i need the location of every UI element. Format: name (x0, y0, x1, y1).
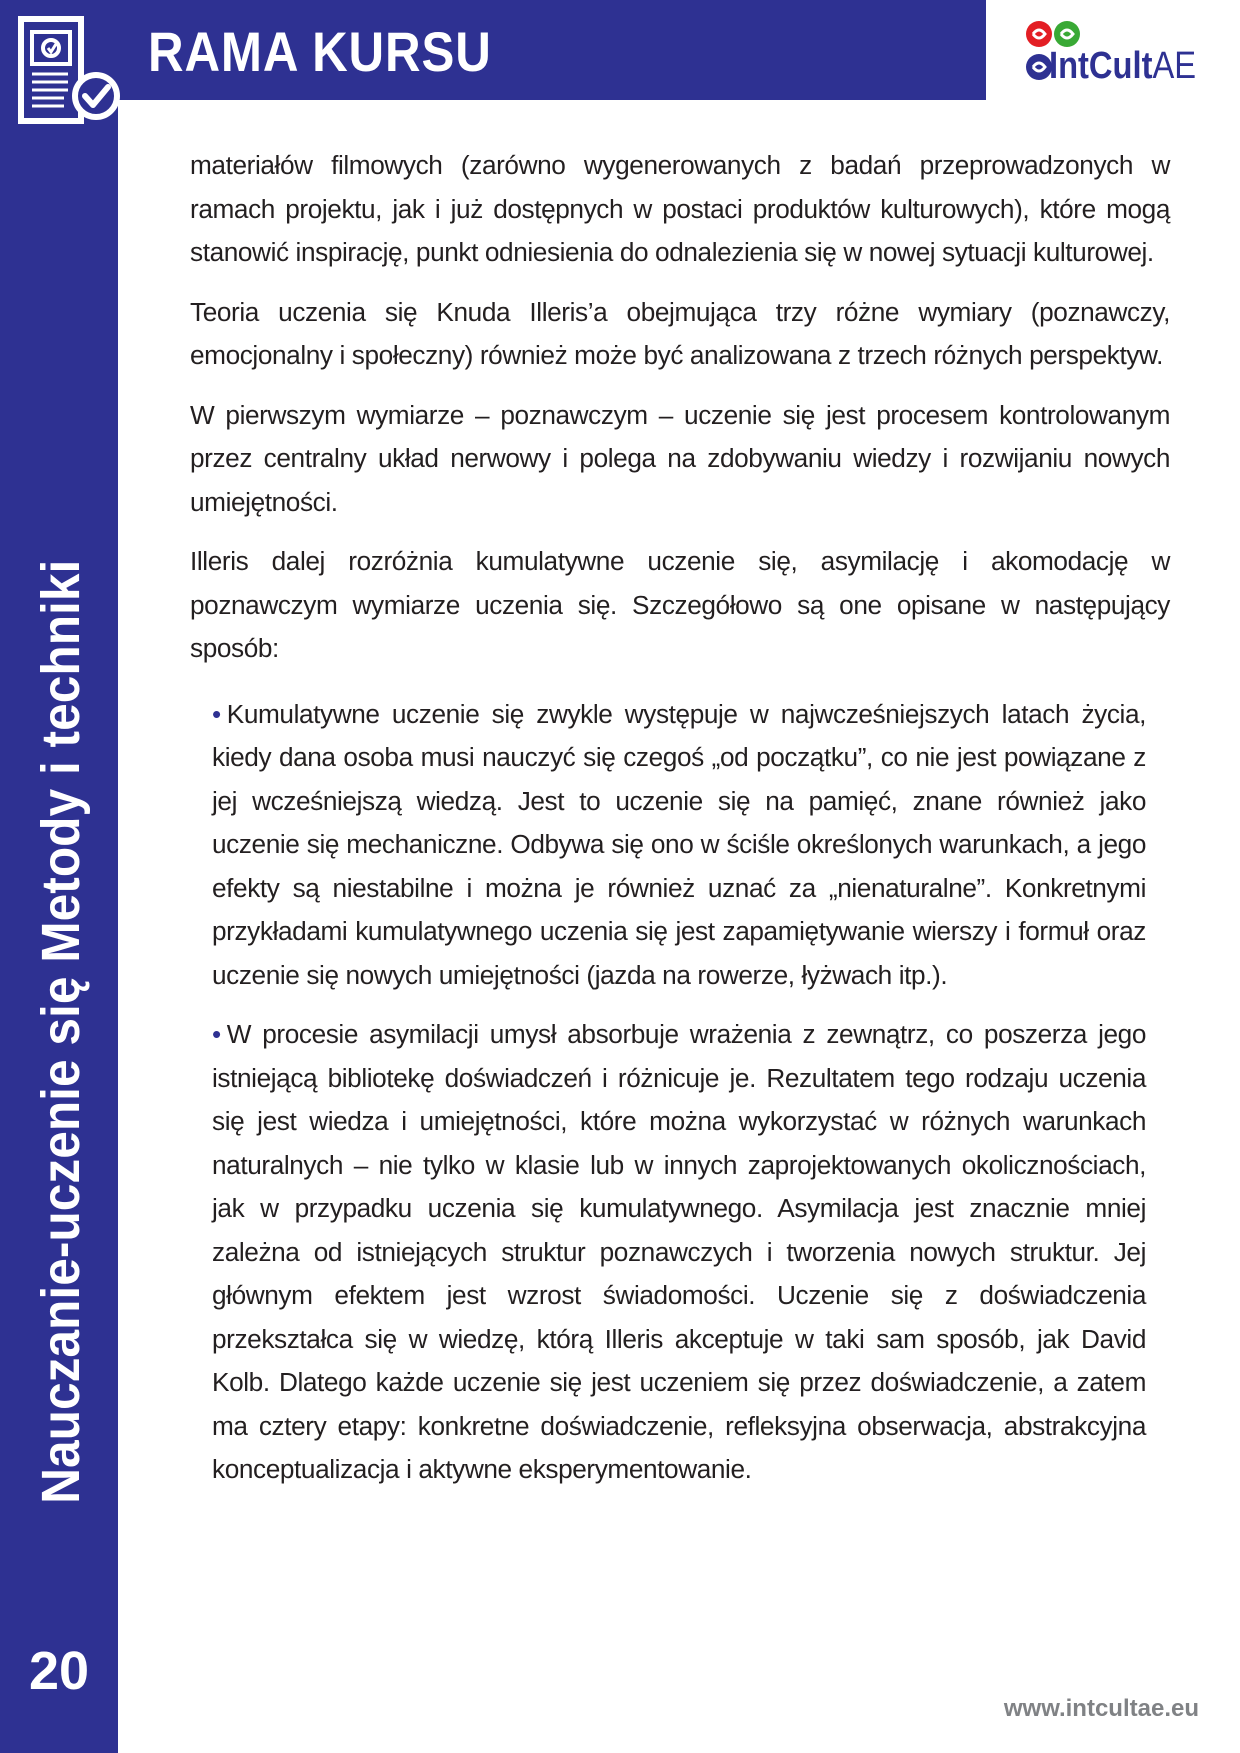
logo-text-light: AE (1152, 45, 1197, 87)
page-number: 20 (28, 1641, 90, 1701)
footer-url: www.intcultae.eu (1003, 1695, 1199, 1722)
list-item-text: Kumulatywne uczenie się zwykle występuje w najwcześniejszych latach życia, kiedy dana osoba musi nauczyć się czegoś „od początku”, co nie jest powiązane z jej wcześniejszą wiedzą. Jest to uczenie się na pamięć, znane również jako uczenie się mechaniczne. Odbywa się ono w ściśle określonych warunkach, a jego efekty są niestabilne i można je również uznać za „nienaturalne”. Konkretnymi przykładami kumulatywnego uczenia się jest zapamiętywanie wierszy i formuł oraz uczenie się nowych umiejętności (jazda na rowerze, łyżwach itp.). (212, 698, 1146, 990)
vertical-section-title (26, 560, 96, 1600)
list-item (212, 1013, 1146, 1492)
paragraph: Illeris dalej rozróżnia kumulatywne uczenie się, asymilację i akomodację w poznawczym wymiarze uczenia się. Szczegółowo są one opisane w następujący sposób: (190, 546, 1170, 663)
paragraph: materiałów filmowych (zarówno wygenerowanych z badań przeprowadzonych w ramach projektu, jak i już dostępnych w postaci produktów kulturowych), które mogą stanowić inspirację, punkt odniesienia do odnalezienia się w nowej sytuacji kulturowej. (190, 150, 1170, 267)
bullet-icon: • (212, 698, 221, 729)
paragraph: Teoria uczenia się Knuda Illeris’a obejmująca trzy różne wymiary (poznawczy, emocjonalny i społeczny) również może być analizowana z trzech różnych perspektyw. (190, 296, 1170, 370)
checklist-document-icon (18, 16, 120, 130)
list-item (212, 693, 1146, 998)
vertical-section-title-text: Nauczanie-uczenie się Metody i techniki (31, 560, 91, 1505)
page-title: RAMA KURSU (148, 20, 492, 83)
logo-text-bold: IntCult (1049, 45, 1153, 87)
logo-wordmark (1049, 46, 1196, 86)
main-text (190, 144, 1170, 1508)
paragraph: W pierwszym wymiarze – poznawczym – uczenie się jest procesem kontrolowanym przez centralny układ nerwowy i polega na zdobywaniu wiedzy i rozwijaniu nowych umiejętności. (190, 399, 1170, 517)
bullet-icon: • (212, 1019, 221, 1049)
list-item-text: W procesie asymilacji umysł absorbuje wrażenia z zewnątrz, co poszerza jego istniejącą bibliotekę doświadczeń i różnicuje je. Rezultatem tego rodzaju uczenia się jest wiedza i umiejętności, które można wykorzystać w różnych warunkach naturalnych – nie tylko w klasie lub w innych zaprojektowanych okolicznościach, jak w przypadku uczenia się kumulatywnego. Asymilacja jest znacznie mniej zależna od istniejących struktur poznawczych i tworzenia nowych struktur. Jej głównym efektem jest wzrost świadomości. Uczenie się z doświadczenia przekształca się w wiedzę, którą Illeris akceptuje w taki sam sposób, jak David Kolb. Dlatego każde uczenie się jest uczeniem się przez doświadczenie, a zatem ma cztery etapy: konkretne doświadczenie, refleksyjna obserwacja, abstrakcyjna konceptualizacja i aktywne eksperymentowanie. (212, 1019, 1146, 1484)
bullet-list (212, 693, 1146, 1492)
